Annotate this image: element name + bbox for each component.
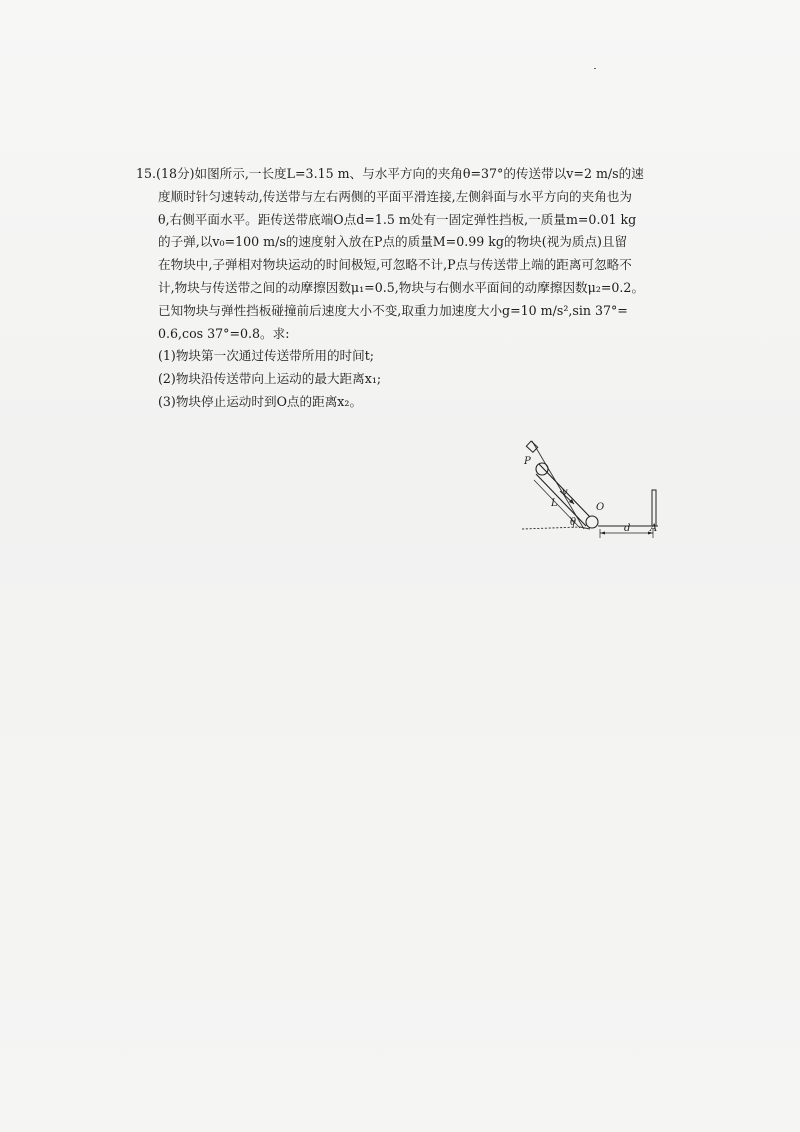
problem-line-6: 计,物块与传送带之间的动摩擦因数μ₁=0.5,物块与右侧水平面间的动摩擦因数μ₂=0.2。 [158,279,645,295]
problem-line-3: θ,右侧平面水平。距传送带底端O点d=1.5 m处有一固定弹性挡板,一质量m=0.01 kg [158,211,637,227]
elastic-barrier [652,490,656,526]
label-d: d [624,523,631,534]
d-arrow-left [600,532,605,535]
question-3: (3)物块停止运动时到O点的距离x₂。 [158,393,363,409]
problem-line-2: 度顺时针匀速转动,传送带与左右两侧的平面平滑连接,左侧斜面与水平方向的夹角也为 [158,188,632,204]
problem-line-1 [136,163,676,186]
label-O: O [596,502,605,513]
question-1: (1)物块第一次通过传送带所用的时间t; [158,348,375,364]
lower-roller [586,516,598,528]
problem-line-8: 0.6,cos 37°=0.8。求: [158,325,290,341]
conveyor-diagram-svg [518,436,668,546]
problem-text-1: (18分)如图所示,一长度L=3.15 m、与水平方向的夹角θ=37°的传送带以v=2 m/s的速 [156,166,644,181]
label-theta: θ [570,517,577,528]
problem-line-7: 已知物块与弹性挡板碰撞前后速度大小不变,取重力加速度大小g=10 m/s²,sin 37°= [158,302,628,318]
label-P: P [524,456,531,467]
scan-speck [594,68,596,69]
label-A: A [650,523,658,534]
block-at-P [526,441,537,452]
problem-number: 15. [136,166,157,181]
label-v: v [562,487,568,498]
belt-lower-edge [536,474,586,526]
label-L: L [551,498,558,509]
problem-line-5: 在物块中,子弹相对物块运动的时间极短,可忽略不计,P点与传送带上端的距离可忽略不 [158,257,632,273]
problem-15 [136,163,676,414]
upper-roller [536,463,548,475]
problem-line-4: 的子弹,以v₀=100 m/s的速度射入放在P点的质量M=0.99 kg的物块(视为质点)且留 [158,234,628,250]
conveyor-diagram [518,436,668,546]
question-2: (2)物块沿传送带向上运动的最大距离x₁; [158,371,382,387]
